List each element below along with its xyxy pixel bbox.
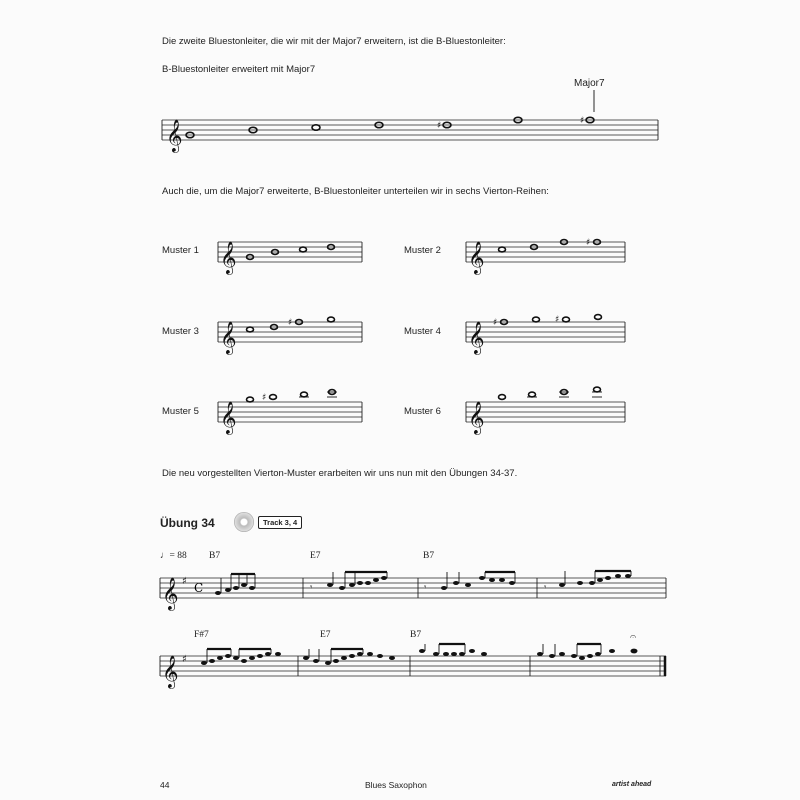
chord-symbol: F#7	[194, 630, 209, 640]
treble-clef-icon: 𝄞	[220, 241, 237, 274]
pattern-label-6: Muster 6	[404, 406, 441, 417]
measure-6	[303, 649, 395, 665]
publisher-logo: artist ahead	[612, 781, 652, 788]
svg-text:𝄾: 𝄾	[544, 583, 547, 593]
pattern-6-staff	[466, 392, 626, 432]
time-signature: C	[194, 581, 204, 595]
svg-text:♯: ♯	[580, 116, 585, 126]
chord-symbol: B7	[423, 551, 435, 561]
treble-clef-icon: 𝄞	[220, 401, 237, 434]
svg-text:♯: ♯	[555, 315, 560, 325]
pattern-3-staff	[218, 312, 363, 352]
chord-symbol: B7	[209, 551, 221, 561]
cd-icon	[234, 512, 254, 532]
b-blues-scale-staff	[160, 90, 660, 160]
treble-clef-icon: 𝄞	[468, 241, 485, 274]
measure-4	[544, 571, 631, 593]
quarter-note-icon: ♩	[160, 551, 170, 561]
page-number: 44	[160, 780, 170, 790]
svg-text:𝄾: 𝄾	[424, 583, 427, 593]
pattern-5-staff	[218, 392, 363, 432]
svg-text:♯: ♯	[586, 238, 591, 248]
track-badge: Track 3, 4	[258, 516, 302, 529]
practice-text: Die neu vorgestellten Vierton-Muster erarbeiten wir uns nun mit den Übungen 34-37.	[162, 468, 518, 479]
exercise-staff-line-1	[160, 568, 670, 618]
split-text: Auch die, um die Major7 erweiterte, B-Bluestonleiter unterteilen wir in sechs Vierton-Reihen:	[162, 186, 549, 197]
pattern-label-4: Muster 4	[404, 326, 441, 337]
pattern-label-2: Muster 2	[404, 245, 441, 256]
book-title: Blues Saxophon	[365, 780, 427, 790]
treble-clef-icon: 𝄞	[468, 401, 485, 434]
treble-clef-icon: 𝄞	[468, 321, 485, 354]
pattern-label-1: Muster 1	[162, 245, 199, 256]
measure-1	[215, 574, 255, 595]
pattern-label-5: Muster 5	[162, 406, 199, 417]
chord-symbol: E7	[320, 630, 331, 640]
svg-text:♯: ♯	[288, 318, 293, 328]
treble-clef-icon: 𝄞	[166, 119, 183, 152]
treble-clef-icon: 𝄞	[162, 577, 179, 610]
pattern-2-staff	[466, 232, 626, 272]
scale-caption: B-Bluestonleiter erweitert mit Major7	[162, 64, 316, 75]
pattern-4-staff	[466, 312, 626, 352]
tempo-mark: ♩= 88	[160, 551, 187, 561]
svg-text:♯: ♯	[493, 318, 498, 328]
svg-text:♯: ♯	[437, 121, 442, 131]
chord-symbol: E7	[310, 551, 321, 561]
treble-clef-icon: 𝄞	[162, 655, 179, 688]
pattern-1-staff	[218, 232, 363, 272]
measure-8	[537, 630, 638, 660]
svg-text:𝄾: 𝄾	[310, 583, 313, 593]
svg-text:♯: ♯	[262, 393, 267, 403]
measure-5	[201, 649, 281, 665]
chord-symbol: B7	[410, 630, 422, 640]
fermata-icon: 𝄐	[630, 630, 637, 643]
major7-label: Major7	[574, 78, 605, 89]
svg-text:♯: ♯	[182, 654, 187, 665]
measure-3	[424, 572, 515, 593]
intro-text: Die zweite Bluestonleiter, die wir mit der Major7 erweitern, ist die B-Bluestonleiter:	[162, 36, 506, 47]
exercise-title: Übung 34	[160, 516, 215, 530]
measure-2	[310, 572, 387, 593]
treble-clef-icon: 𝄞	[220, 321, 237, 354]
measure-7	[419, 644, 487, 656]
svg-text:♯: ♯	[182, 576, 187, 587]
pattern-label-3: Muster 3	[162, 326, 199, 337]
